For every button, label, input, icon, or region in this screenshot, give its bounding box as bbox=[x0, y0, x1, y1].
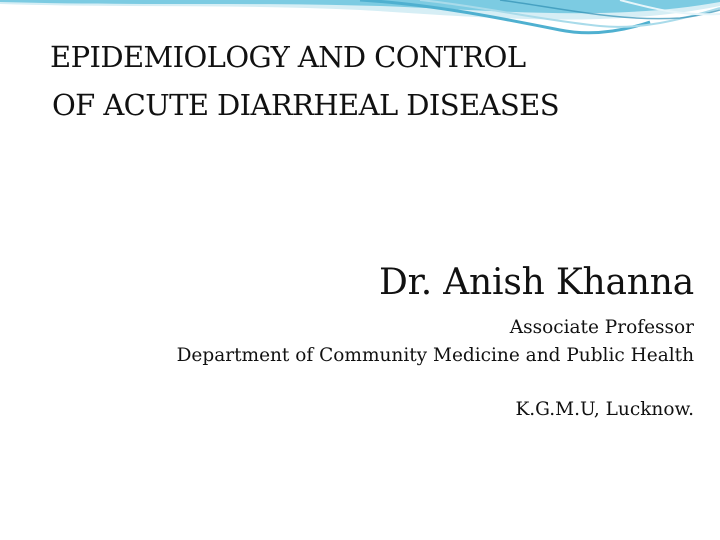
author-department: Department of Community Medicine and Public Health bbox=[176, 345, 694, 366]
author-name: Dr. Anish Khanna bbox=[379, 262, 694, 303]
author-institution: K.G.M.U, Lucknow. bbox=[515, 399, 694, 420]
slide-title bbox=[36, 33, 696, 129]
title-line-1: EPIDEMIOLOGY AND CONTROL bbox=[50, 40, 526, 74]
author-role: Associate Professor bbox=[509, 317, 694, 338]
title-line-2: OF ACUTE DIARRHEAL DISEASES bbox=[52, 88, 560, 122]
